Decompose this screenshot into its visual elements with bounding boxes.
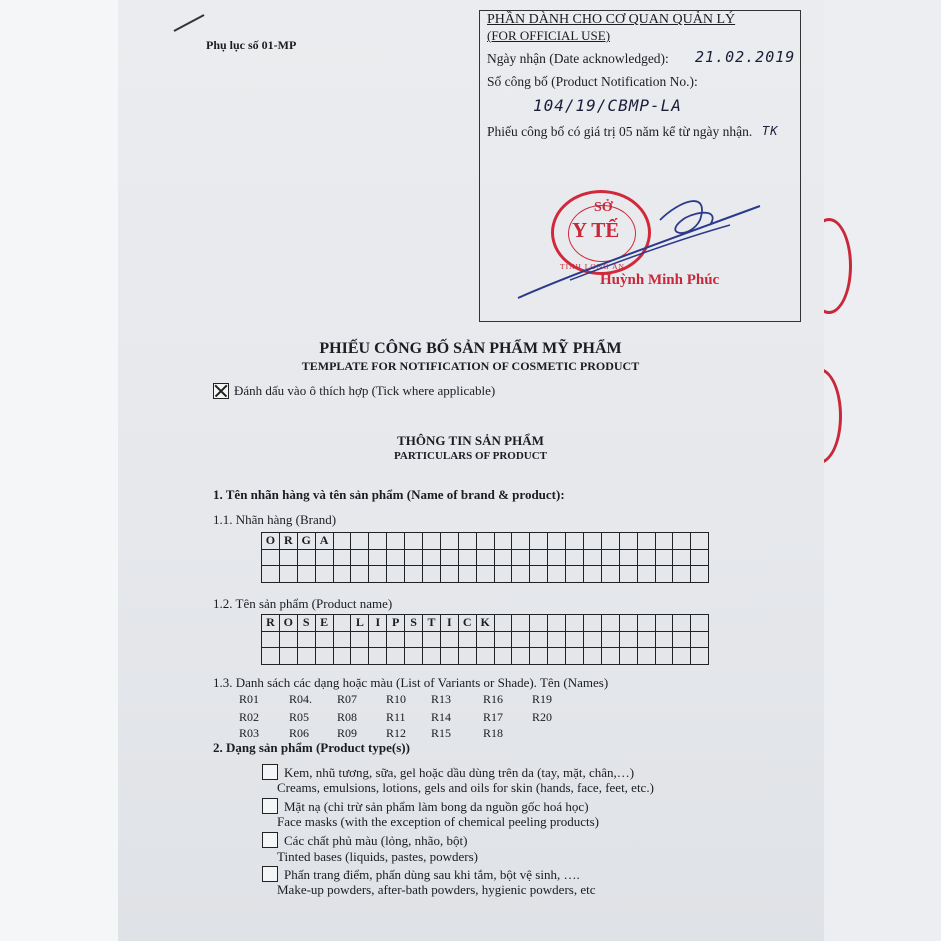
letter-cell	[691, 632, 709, 649]
letter-cell	[566, 566, 584, 583]
shade-name: R14	[431, 710, 452, 724]
initials: TK	[762, 124, 779, 138]
shade-name: R11	[386, 710, 406, 724]
shade-name: R13	[431, 692, 452, 706]
letter-cell	[441, 550, 459, 567]
letter-cell	[298, 632, 316, 649]
letter-cell	[262, 648, 280, 665]
letter-cell	[548, 632, 566, 649]
letter-cell	[369, 648, 387, 665]
brand-grid	[261, 532, 709, 583]
letter-cell: O	[280, 615, 298, 632]
seal-text-main: Y TẾ	[572, 218, 620, 242]
shade-name: R01	[239, 692, 260, 706]
letter-cell	[477, 533, 495, 550]
letter-cell	[673, 632, 691, 649]
letter-cell: G	[298, 533, 316, 550]
letter-cell	[495, 615, 513, 632]
letter-cell	[280, 550, 298, 567]
product-name-label: 1.2. Tên sản phẩm (Product name)	[213, 596, 393, 611]
type-checkbox-tinted-bases[interactable]	[262, 832, 278, 848]
letter-cell	[334, 632, 352, 649]
variants-label: 1.3. Danh sách các dạng hoặc màu (List of Variants or Shade). Tên (Names)	[213, 675, 609, 690]
letter-cell	[405, 550, 423, 567]
letter-cell	[423, 566, 441, 583]
letter-cell	[495, 648, 513, 665]
letter-cell	[620, 615, 638, 632]
letter-cell	[405, 566, 423, 583]
letter-cell	[638, 550, 656, 567]
letter-cell	[656, 550, 674, 567]
letter-cell: L	[351, 615, 369, 632]
letter-cell	[584, 632, 602, 649]
letter-cell: K	[477, 615, 495, 632]
letter-cell: C	[459, 615, 477, 632]
letter-cell	[477, 566, 495, 583]
letter-cell	[673, 615, 691, 632]
type-checkbox-creams[interactable]	[262, 764, 278, 780]
particulars-heading: THÔNG TIN SẢN PHẨM	[397, 433, 544, 448]
letter-cell	[495, 550, 513, 567]
letter-cell	[638, 533, 656, 550]
date-label: Ngày nhận (Date acknowledged):	[487, 51, 669, 66]
letter-cell	[405, 632, 423, 649]
letter-cell	[477, 648, 495, 665]
letter-cell	[620, 648, 638, 665]
letter-cell	[566, 533, 584, 550]
letter-cell	[548, 566, 566, 583]
tick-note: Đánh dấu vào ô thích hợp (Tick where applicable)	[234, 383, 496, 398]
seal-ring-text: TỈNH LONG AN	[560, 262, 625, 271]
letter-cell	[369, 533, 387, 550]
shade-name: R15	[431, 726, 452, 740]
type-powders-vi: Phấn trang điểm, phấn dùng sau khi tắm, bột vệ sinh, ….	[284, 867, 580, 882]
type-creams-en: Creams, emulsions, lotions, gels and oils for skin (hands, face, feet, etc.)	[277, 780, 654, 795]
signer-name: Huỳnh Minh Phúc	[600, 272, 720, 288]
letter-cell	[620, 533, 638, 550]
background-left	[0, 0, 118, 941]
letter-cell	[530, 566, 548, 583]
letter-cell	[638, 648, 656, 665]
letter-cell	[530, 632, 548, 649]
letter-cell	[441, 632, 459, 649]
letter-cell	[656, 648, 674, 665]
letter-cell	[316, 550, 334, 567]
letter-cell	[387, 566, 405, 583]
letter-cell	[673, 648, 691, 665]
letter-cell	[459, 550, 477, 567]
letter-cell	[691, 550, 709, 567]
type-tinted-vi: Các chất phủ màu (lỏng, nhão, bột)	[284, 833, 468, 848]
letter-cell: P	[387, 615, 405, 632]
shade-name: R10	[386, 692, 407, 706]
letter-cell	[459, 566, 477, 583]
appendix-label: Phụ lục số 01-MP	[206, 38, 297, 52]
letter-cell	[530, 648, 548, 665]
letter-cell	[459, 648, 477, 665]
letter-cell	[477, 632, 495, 649]
letter-cell	[673, 550, 691, 567]
letter-cell	[316, 566, 334, 583]
letter-cell	[602, 550, 620, 567]
type-creams-vi: Kem, nhũ tương, sữa, gel hoặc dầu dùng trên da (tay, mặt, chân,…)	[284, 765, 635, 780]
letter-cell	[334, 648, 352, 665]
letter-cell	[530, 533, 548, 550]
letter-cell	[369, 632, 387, 649]
shade-name: R05	[289, 710, 310, 724]
letter-cell	[316, 632, 334, 649]
letter-cell	[387, 632, 405, 649]
shade-name: R03	[239, 726, 260, 740]
shade-name: R02	[239, 710, 260, 724]
letter-cell	[656, 533, 674, 550]
validity-note: Phiếu công bố có giá trị 05 năm kể từ ngày nhận.	[487, 124, 753, 139]
letter-cell: I	[441, 615, 459, 632]
letter-cell	[548, 533, 566, 550]
letter-cell	[423, 648, 441, 665]
letter-cell	[351, 632, 369, 649]
letter-cell	[673, 566, 691, 583]
letter-cell	[566, 648, 584, 665]
shade-name: R06	[289, 726, 310, 740]
letter-cell	[280, 632, 298, 649]
letter-cell	[584, 566, 602, 583]
letter-cell	[691, 615, 709, 632]
form-subtitle: TEMPLATE FOR NOTIFICATION OF COSMETIC PRODUCT	[301, 359, 640, 373]
letter-cell	[584, 615, 602, 632]
letter-cell: A	[316, 533, 334, 550]
letter-cell	[512, 533, 530, 550]
section2-heading: 2. Dạng sản phẩm (Product type(s))	[213, 740, 410, 755]
brand-label: 1.1. Nhãn hàng (Brand)	[213, 512, 337, 527]
letter-cell	[369, 550, 387, 567]
letter-cell	[423, 533, 441, 550]
letter-cell	[638, 566, 656, 583]
letter-cell	[387, 533, 405, 550]
letter-cell	[280, 566, 298, 583]
letter-cell	[262, 632, 280, 649]
letter-cell	[280, 648, 298, 665]
letter-cell	[620, 566, 638, 583]
letter-cell	[602, 632, 620, 649]
letter-cell	[298, 566, 316, 583]
letter-cell	[566, 632, 584, 649]
letter-cell	[495, 533, 513, 550]
letter-cell	[262, 566, 280, 583]
shade-name: R19	[532, 692, 553, 706]
letter-cell	[656, 632, 674, 649]
letter-cell: T	[423, 615, 441, 632]
letter-cell	[405, 648, 423, 665]
type-masks-en: Face masks (with the exception of chemical peeling products)	[277, 814, 600, 829]
letter-cell	[351, 533, 369, 550]
letter-cell	[441, 648, 459, 665]
letter-cell	[512, 566, 530, 583]
letter-cell	[530, 615, 548, 632]
letter-cell	[459, 632, 477, 649]
letter-cell	[638, 632, 656, 649]
letter-cell	[512, 550, 530, 567]
shade-name: R20	[532, 710, 553, 724]
letter-cell	[584, 648, 602, 665]
letter-cell	[530, 550, 548, 567]
seal-text-top: SỞ	[594, 200, 613, 215]
shade-name: R16	[483, 692, 504, 706]
letter-cell	[387, 550, 405, 567]
letter-cell	[656, 615, 674, 632]
letter-cell	[512, 648, 530, 665]
background-right	[824, 0, 941, 941]
letter-cell	[584, 533, 602, 550]
shade-name: R17	[483, 710, 504, 724]
letter-cell	[477, 550, 495, 567]
type-powders-en: Make-up powders, after-bath powders, hygienic powders, etc	[277, 882, 596, 897]
letter-cell	[334, 550, 352, 567]
letter-cell	[548, 648, 566, 665]
letter-cell	[298, 550, 316, 567]
official-heading: PHẦN DÀNH CHO CƠ QUAN QUẢN LÝ	[487, 12, 736, 27]
letter-cell	[584, 550, 602, 567]
letter-cell: R	[262, 615, 280, 632]
letter-cell	[548, 615, 566, 632]
type-checkbox-powders[interactable]	[262, 866, 278, 882]
letter-cell	[459, 533, 477, 550]
letter-cell	[566, 550, 584, 567]
letter-cell	[566, 615, 584, 632]
letter-cell	[620, 632, 638, 649]
form-title: PHIẾU CÔNG BỐ SẢN PHẨM MỸ PHẨM	[319, 340, 622, 357]
tick-example-checkbox	[213, 383, 229, 399]
letter-cell	[334, 615, 352, 632]
type-checkbox-face-masks[interactable]	[262, 798, 278, 814]
shade-name: R04.	[289, 692, 313, 706]
letter-cell	[673, 533, 691, 550]
letter-cell	[548, 550, 566, 567]
letter-cell	[602, 566, 620, 583]
letter-cell: E	[316, 615, 334, 632]
letter-cell	[512, 615, 530, 632]
date-value: 21.02.2019	[695, 48, 796, 66]
letter-cell	[495, 566, 513, 583]
letter-cell	[423, 550, 441, 567]
type-tinted-en: Tinted bases (liquids, pastes, powders)	[277, 849, 479, 864]
letter-cell	[334, 533, 352, 550]
letter-cell	[495, 632, 513, 649]
letter-cell	[656, 566, 674, 583]
letter-cell	[423, 632, 441, 649]
letter-cell	[602, 615, 620, 632]
letter-cell	[638, 615, 656, 632]
letter-cell	[334, 566, 352, 583]
letter-cell: I	[369, 615, 387, 632]
letter-cell: S	[405, 615, 423, 632]
shade-name: R12	[386, 726, 407, 740]
letter-cell	[298, 648, 316, 665]
letter-cell	[441, 533, 459, 550]
letter-cell	[351, 550, 369, 567]
type-masks-vi: Mặt nạ (chỉ trừ sản phẩm làm bong da nguồn gốc hoá học)	[284, 799, 589, 814]
letter-cell: S	[298, 615, 316, 632]
letter-cell	[387, 648, 405, 665]
letter-cell	[602, 648, 620, 665]
shade-name: R08	[337, 710, 358, 724]
notification-number: 104/19/CBMP-LA	[533, 96, 682, 115]
letter-cell	[351, 648, 369, 665]
letter-cell	[691, 566, 709, 583]
letter-cell	[441, 566, 459, 583]
letter-cell	[405, 533, 423, 550]
letter-cell	[602, 533, 620, 550]
letter-cell	[691, 648, 709, 665]
official-heading-en: (FOR OFFICIAL USE)	[487, 28, 611, 43]
letter-cell	[620, 550, 638, 567]
letter-cell	[351, 566, 369, 583]
letter-cell: R	[280, 533, 298, 550]
letter-cell: O	[262, 533, 280, 550]
letter-cell	[316, 648, 334, 665]
notification-label: Số công bố (Product Notification No.):	[487, 74, 698, 89]
letter-cell	[512, 632, 530, 649]
section1-heading: 1. Tên nhãn hàng và tên sản phẩm (Name of brand & product):	[213, 487, 565, 502]
letter-cell	[262, 550, 280, 567]
shade-name: R09	[337, 726, 358, 740]
shade-name: R07	[337, 692, 358, 706]
letter-cell	[691, 533, 709, 550]
shade-name: R18	[483, 726, 504, 740]
particulars-subheading: PARTICULARS OF PRODUCT	[393, 450, 547, 462]
product-name-grid	[261, 614, 709, 665]
letter-cell	[369, 566, 387, 583]
